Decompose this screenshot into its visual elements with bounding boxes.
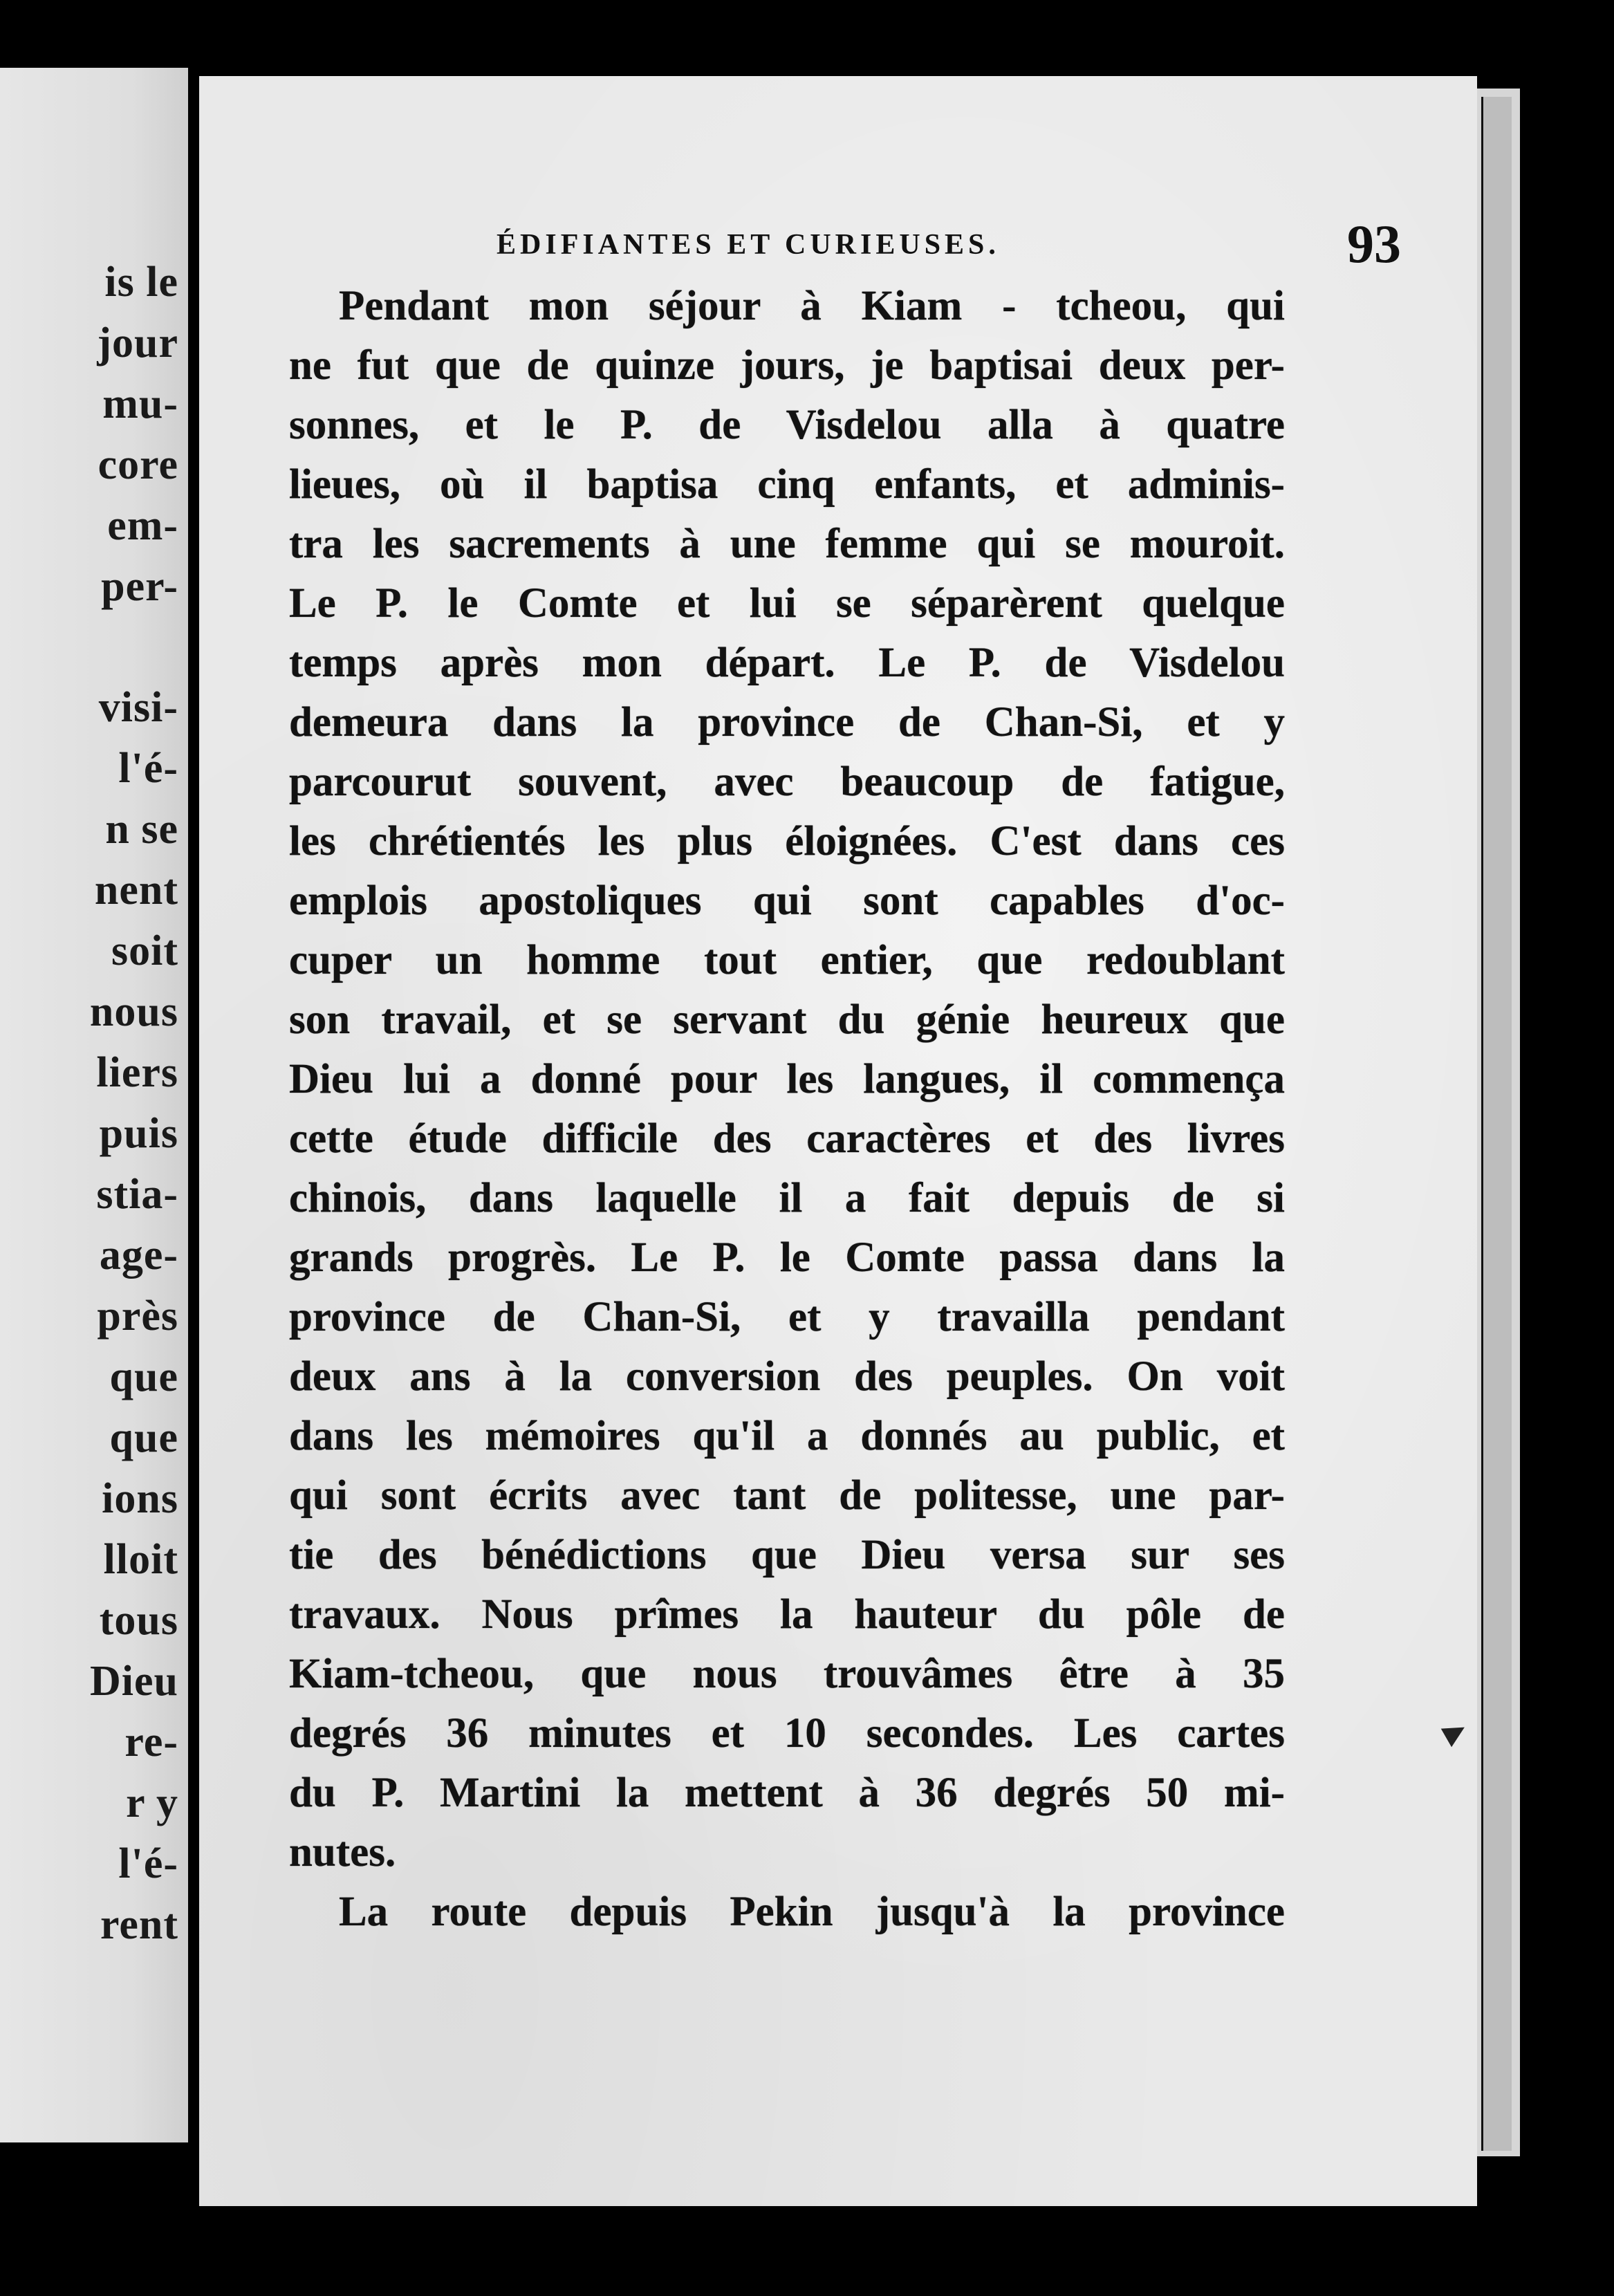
text-line: qui sont écrits avec tant de politesse, une par- bbox=[289, 1472, 1285, 1519]
text-line: Dieu lui a donné pour les langues, il commença bbox=[289, 1056, 1285, 1102]
previous-page-fragment: core bbox=[98, 441, 178, 488]
previous-page-fragment: l'é- bbox=[118, 745, 178, 792]
text-line: dans les mémoires qu'il a donnés au public, et bbox=[289, 1413, 1285, 1459]
previous-page-fragment: stia- bbox=[96, 1171, 178, 1218]
text-line: emplois apostoliques qui sont capables d'oc- bbox=[289, 878, 1285, 924]
text-line: lieues, où il baptisa cinq enfants, et adminis- bbox=[289, 461, 1285, 508]
running-head: ÉDIFIANTES ET CURIEUSES. bbox=[497, 229, 1000, 261]
book-page bbox=[199, 76, 1477, 2206]
text-line: Kiam-tcheou, que nous trouvâmes être à 35 bbox=[289, 1651, 1285, 1697]
previous-page-fragment: nent bbox=[94, 867, 178, 914]
previous-page-fragment: près bbox=[97, 1293, 178, 1340]
previous-page-fragment: n se bbox=[105, 806, 178, 853]
text-line: tra les sacrements à une femme qui se mouroit. bbox=[289, 521, 1285, 567]
previous-page-fragment: lloit bbox=[103, 1536, 178, 1583]
text-line: La route depuis Pekin jusqu'à la province bbox=[339, 1889, 1285, 1935]
previous-page-fragment: re- bbox=[124, 1719, 178, 1766]
text-line: du P. Martini la mettent à 36 degrés 50 mi- bbox=[289, 1770, 1285, 1816]
text-line: parcourut souvent, avec beaucoup de fatigue, bbox=[289, 759, 1285, 805]
previous-page-fragment: soit bbox=[111, 927, 178, 974]
text-line: grands progrès. Le P. le Comte passa dans la bbox=[289, 1234, 1285, 1281]
previous-page-fragment: rent bbox=[100, 1901, 178, 1948]
previous-page-fragment: liers bbox=[96, 1049, 178, 1096]
page-number: 93 bbox=[1347, 214, 1401, 274]
previous-page-fragment: nous bbox=[89, 988, 178, 1035]
text-line: temps après mon départ. Le P. de Visdelou bbox=[289, 640, 1285, 686]
text-line: chinois, dans laquelle il a fait depuis de si bbox=[289, 1175, 1285, 1221]
previous-page-fragment: jour bbox=[97, 320, 178, 367]
previous-page-edge bbox=[0, 68, 188, 2142]
previous-page-fragment: visi- bbox=[98, 684, 178, 731]
previous-page-fragment: age- bbox=[99, 1232, 178, 1279]
text-line: degrés 36 minutes et 10 secondes. Les cartes bbox=[289, 1710, 1285, 1757]
previous-page-fragment: is le bbox=[104, 259, 178, 306]
previous-page-fragment: l'é- bbox=[118, 1840, 178, 1887]
text-line: demeura dans la province de Chan-Si, et y bbox=[289, 699, 1285, 746]
previous-page-fragment: ions bbox=[102, 1475, 178, 1522]
text-line: province de Chan-Si, et y travailla pendant bbox=[289, 1294, 1285, 1340]
previous-page-fragment: mu- bbox=[102, 380, 178, 427]
previous-page-fragment: Dieu bbox=[90, 1658, 178, 1705]
previous-page-fragment: tous bbox=[99, 1597, 178, 1644]
text-line: Le P. le Comte et lui se séparèrent quelque bbox=[289, 580, 1285, 627]
previous-page-fragment: r y bbox=[126, 1779, 178, 1826]
text-line: cette étude difficile des caractères et des livres bbox=[289, 1115, 1285, 1162]
text-line: Pendant mon séjour à Kiam - tcheou, qui bbox=[339, 283, 1285, 329]
previous-page-fragment: que bbox=[109, 1353, 178, 1400]
text-line: travaux. Nous prîmes la hauteur du pôle de bbox=[289, 1591, 1285, 1638]
text-line: tie des bénédictions que Dieu versa sur ses bbox=[289, 1532, 1285, 1578]
text-line: les chrétientés les plus éloignées. C'est dans ces bbox=[289, 818, 1285, 864]
text-line: nutes. bbox=[289, 1829, 396, 1876]
previous-page-fragment: puis bbox=[99, 1110, 178, 1157]
text-line: sonnes, et le P. de Visdelou alla à quatre bbox=[289, 402, 1285, 448]
page-stack-edge-inner bbox=[1481, 97, 1512, 2151]
text-line: ne fut que de quinze jours, je baptisai deux per- bbox=[289, 342, 1285, 389]
ink-speck: ▶ bbox=[1437, 1712, 1472, 1750]
previous-page-fragment: per- bbox=[101, 563, 178, 610]
text-line: son travail, et se servant du génie heureux que bbox=[289, 997, 1285, 1043]
previous-page-fragment: em- bbox=[107, 502, 178, 549]
page-body-text bbox=[289, 277, 1285, 1942]
text-line: deux ans à la conversion des peuples. On voit bbox=[289, 1353, 1285, 1400]
previous-page-fragment: que bbox=[109, 1414, 178, 1461]
text-line: cuper un homme tout entier, que redoublant bbox=[289, 937, 1285, 983]
